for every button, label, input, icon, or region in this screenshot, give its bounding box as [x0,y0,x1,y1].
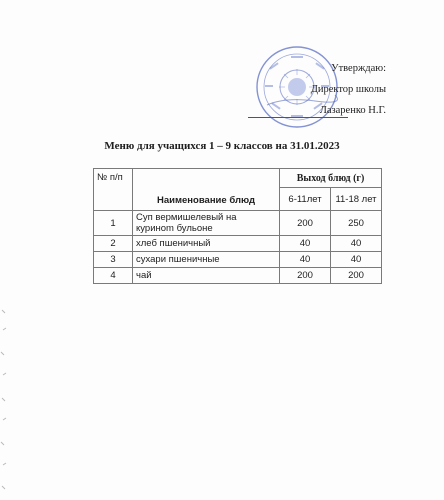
scan-edge-artifact [0,300,14,500]
portion-6-11: 200 [280,211,331,236]
approver-position: Директор школы [310,84,386,95]
dish-name: сухари пшеничные [133,252,280,268]
dish-name: Суп вермишелевый на куриноm бульоне [133,211,280,236]
approver-name: Лазаренко Н.Г. [319,105,386,116]
signature-line [248,117,348,118]
col-header-age-11-18: 11-18 лет [331,188,382,211]
portion-11-18: 40 [331,252,382,268]
approval-block [246,58,386,121]
table-row [94,268,382,284]
document-title: Меню для учащихся 1 – 9 классов на 31.01.2023 [104,140,340,152]
col-header-output: Выход блюд (г) [280,169,382,188]
dish-name: хлеб пшеничный [133,236,280,252]
col-header-age-6-11: 6-11лет [280,188,331,211]
portion-11-18: 40 [331,236,382,252]
row-number: 3 [94,252,133,268]
row-number: 2 [94,236,133,252]
menu-table [93,168,382,284]
portion-6-11: 40 [280,252,331,268]
row-number: 4 [94,268,133,284]
portion-6-11: 200 [280,268,331,284]
table-row [94,236,382,252]
dish-name: чай [133,268,280,284]
table-row [94,252,382,268]
row-number: 1 [94,211,133,236]
portion-6-11: 40 [280,236,331,252]
col-header-number: № п/п [94,169,133,211]
table-row [94,211,382,236]
portion-11-18: 250 [331,211,382,236]
col-header-dish: Наименование блюд [133,169,280,211]
portion-11-18: 200 [331,268,382,284]
approval-heading: Утверждаю: [331,63,386,74]
